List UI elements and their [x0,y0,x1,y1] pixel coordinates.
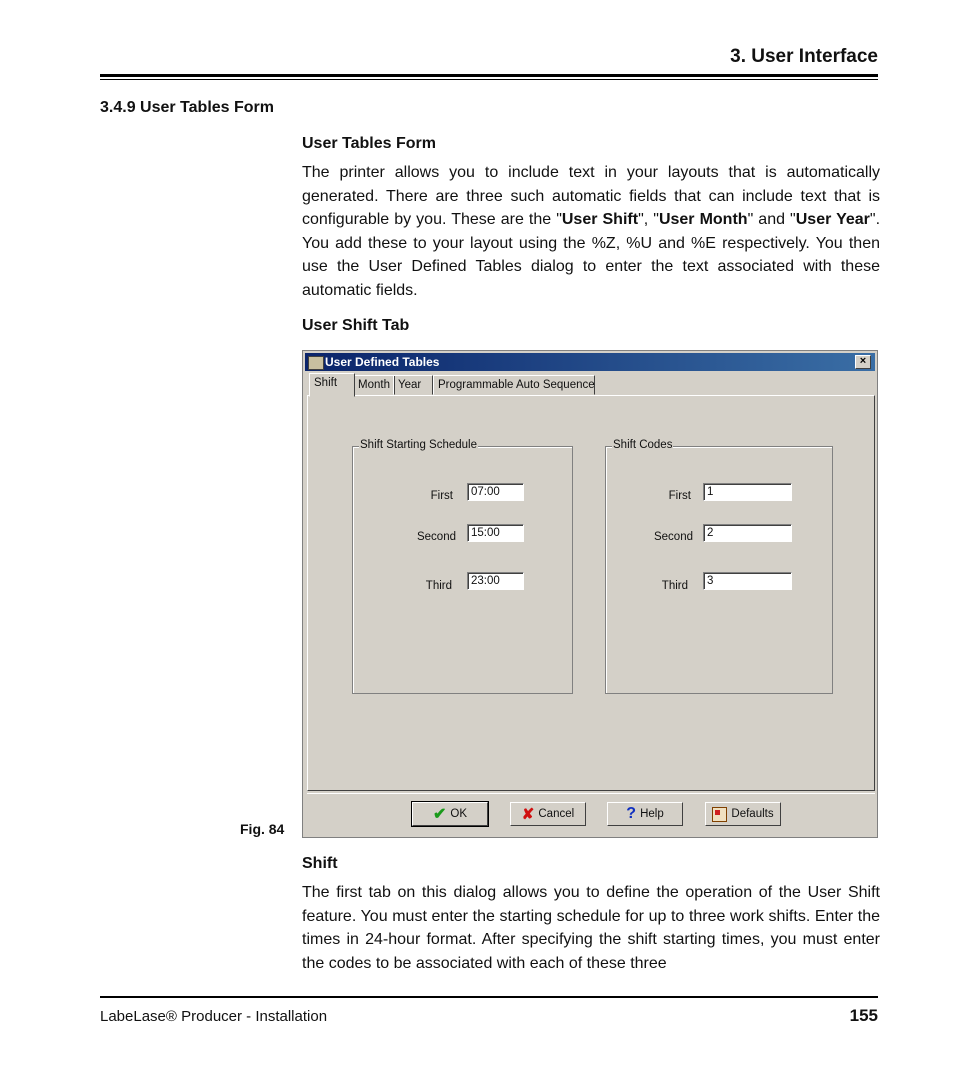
defaults-label: Defaults [731,808,774,820]
cancel-x-icon: ✘ [521,806,535,823]
tab-shift[interactable]: Shift [309,373,355,397]
shift-paragraph: The first tab on this dialog allows you to define the operation of the User Shift feature. You must enter the starting schedule for up to three work shifts. Enter the times in 24-hour format. After specifying the shift starting times, you must enter the codes to be associated with each of these three [302,884,880,972]
cancel-label: Cancel [538,808,575,820]
help-question-icon: ? [626,805,637,822]
codes-third-label: Third [661,580,688,592]
dialog-title: User Defined Tables [325,355,440,369]
schedule-first-label: First [430,490,453,502]
shift-tab-panel [307,395,875,791]
schedule-second-label: Second [416,531,456,543]
tab-month[interactable]: Month [353,375,395,395]
shift-heading: Shift [302,855,338,872]
footer-product: LabeLase® Producer - Installation [100,1008,328,1025]
figure-label: Fig. 84 [240,821,285,837]
shift-schedule-group [352,439,573,694]
defaults-button[interactable] [705,802,781,826]
defaults-icon [712,807,727,822]
schedule-first-input[interactable]: 07:00 [467,483,524,501]
shift-codes-legend: Shift Codes [613,439,673,451]
figure-heading: User Shift Tab [302,317,410,334]
dialog-titlebar[interactable] [305,353,875,371]
section-title: 3.4.9 User Tables Form [100,99,274,116]
help-button[interactable] [607,802,683,826]
dialog-button-bar [307,793,875,834]
shift-codes-group [605,439,833,694]
close-button[interactable]: × [855,355,871,369]
tab-programmable-auto-sequence[interactable]: Programmable Auto Sequence [433,375,595,395]
chapter-title: 3. User Interface [730,46,878,67]
intro-paragraph: The printer allows you to include text in your layouts that is automatically generated. There are three such automatic fields that can include text that is configurable by you. These are the "User Shift", "User Month" and "User Year". You add these to your layout using the %Z, %U and %E respectively. You then use the User Defined Tables dialog to enter the text associated with these automatic fields. [302,164,881,299]
schedule-third-label: Third [425,580,452,592]
user-defined-tables-dialog [302,350,878,838]
page-number: 155 [849,1006,878,1025]
codes-second-input[interactable]: 2 [703,524,792,542]
intro-heading: User Tables Form [302,135,436,152]
codes-first-input[interactable]: 1 [703,483,792,501]
codes-second-label: Second [653,531,693,543]
header-rule [100,74,878,77]
schedule-second-input[interactable]: 15:00 [467,524,524,542]
schedule-third-input[interactable]: 23:00 [467,572,524,590]
header-rule-thin [100,79,878,80]
cancel-button[interactable] [510,802,586,826]
footer-rule [100,996,878,998]
shift-schedule-legend: Shift Starting Schedule [360,439,477,451]
codes-third-input[interactable]: 3 [703,572,792,590]
help-label: Help [640,808,664,820]
checkmark-icon: ✔ [432,806,447,823]
tab-year[interactable]: Year [393,375,433,395]
app-icon [308,356,324,370]
ok-button[interactable] [412,802,488,826]
ok-label: OK [450,808,468,820]
codes-first-label: First [668,490,691,502]
